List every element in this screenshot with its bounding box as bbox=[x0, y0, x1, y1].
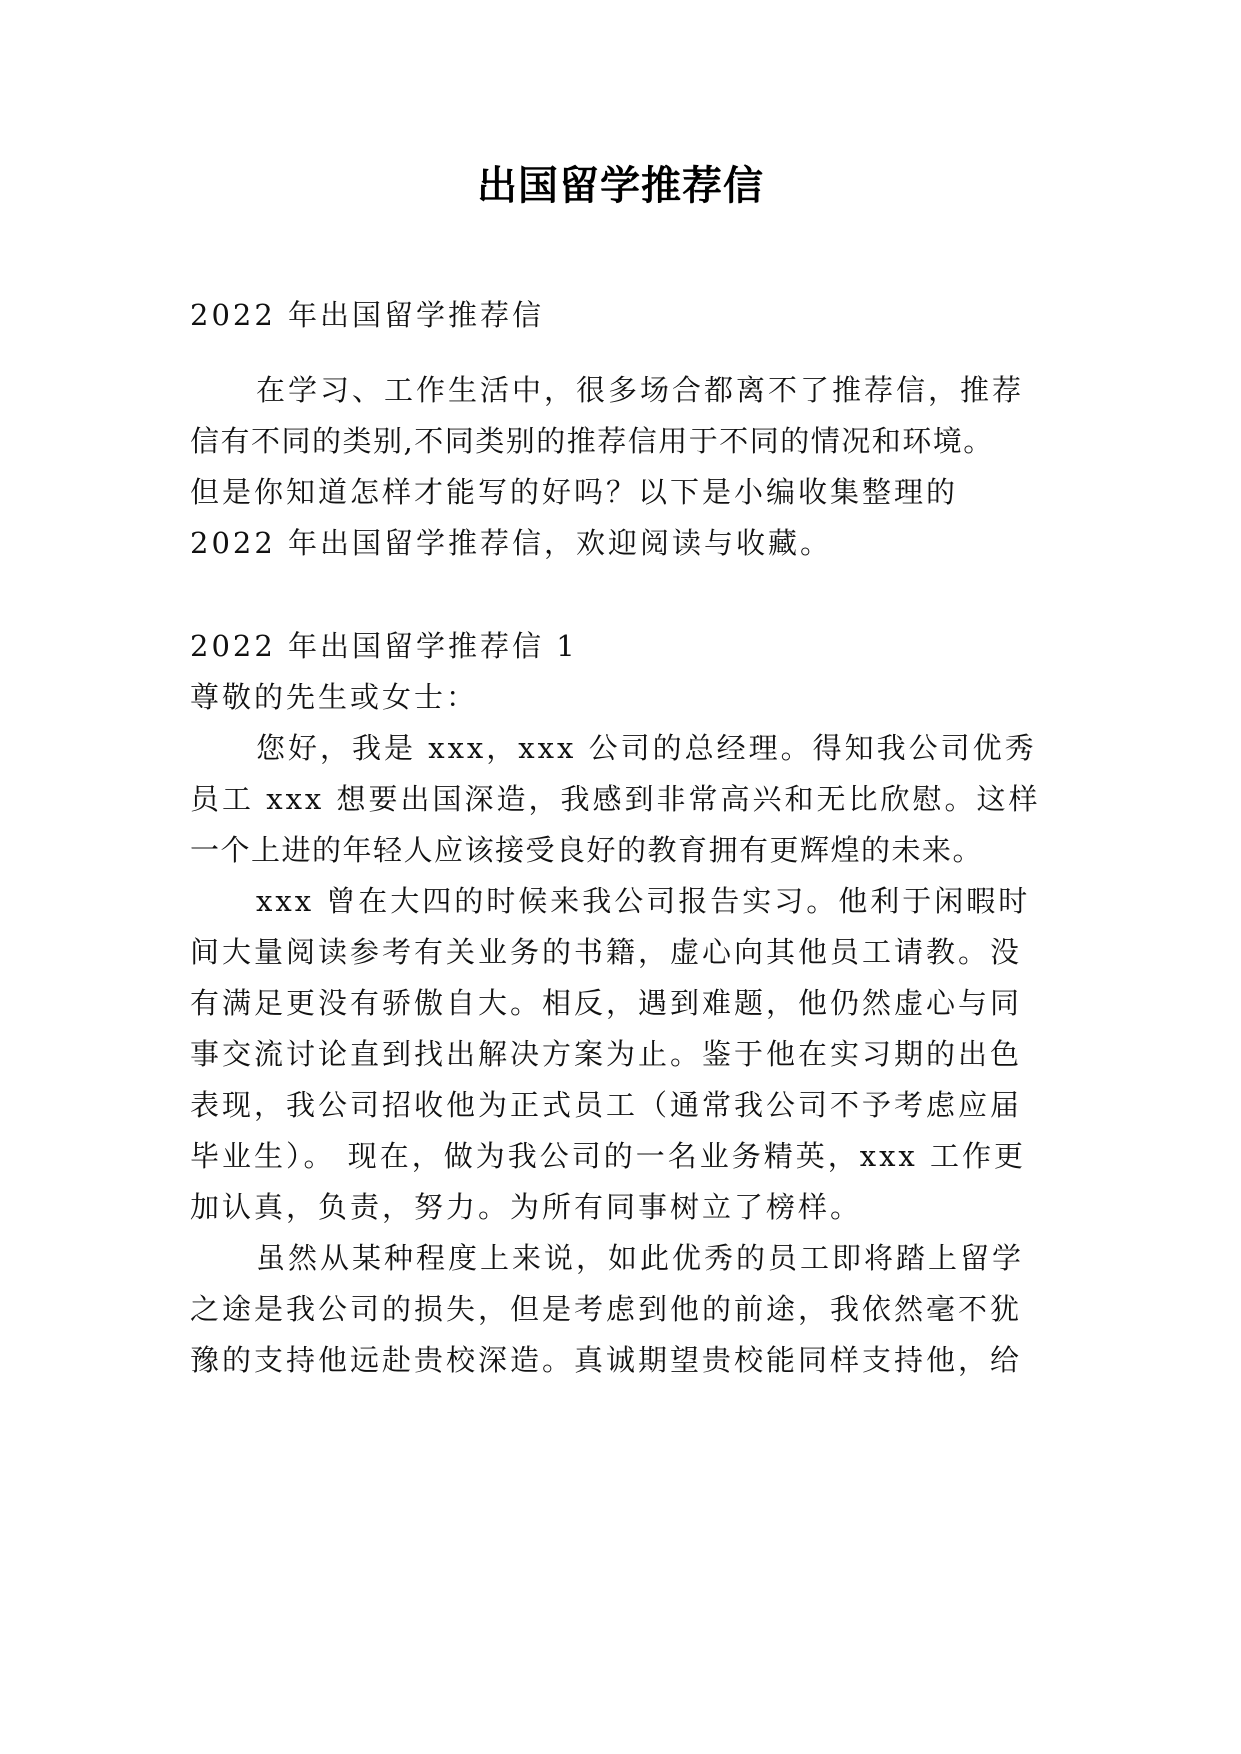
salutation: 尊敬的先生或女士： bbox=[190, 680, 479, 714]
paragraph-line: 加认真，负责，努力。为所有同事树立了榜样。 bbox=[190, 1190, 863, 1224]
paragraph-line: 间大量阅读参考有关业务的书籍，虚心向其他员工请教。没 bbox=[190, 935, 1023, 969]
intro-line: 2022 年出国留学推荐信，欢迎阅读与收藏。 bbox=[190, 526, 833, 560]
paragraph-line: 之途是我公司的损失，但是考虑到他的前途，我依然毫不犹 bbox=[190, 1292, 1023, 1326]
paragraph-line: 员工 xxx 想要出国深造，我感到非常高兴和无比欣慰。这样 bbox=[190, 782, 1041, 816]
paragraph-line: 豫的支持他远赴贵校深造。真诚期望贵校能同样支持他，给 bbox=[190, 1343, 1023, 1377]
paragraph-line: 表现，我公司招收他为正式员工（通常我公司不予考虑应届 bbox=[190, 1088, 1023, 1122]
paragraph-line: xxx 曾在大四的时候来我公司报告实习。他利于闲暇时 bbox=[256, 884, 1031, 918]
intro-line: 但是你知道怎样才能写的好吗？以下是小编收集整理的 bbox=[190, 475, 959, 509]
intro-line: 信有不同的类别,不同类别的推荐信用于不同的情况和环境。 bbox=[190, 424, 994, 458]
paragraph-line: 虽然从某种程度上来说，如此优秀的员工即将踏上留学 bbox=[256, 1241, 1025, 1275]
document-title: 出国留学推荐信 bbox=[477, 162, 764, 209]
paragraph-line: 有满足更没有骄傲自大。相反，遇到难题，他仍然虚心与同 bbox=[190, 986, 1023, 1020]
intro-line: 在学习、工作生活中，很多场合都离不了推荐信，推荐 bbox=[256, 373, 1025, 407]
section-heading: 2022 年出国留学推荐信 1 bbox=[190, 629, 578, 663]
subtitle: 2022 年出国留学推荐信 bbox=[190, 298, 545, 332]
paragraph-line: 事交流讨论直到找出解决方案为止。鉴于他在实习期的出色 bbox=[190, 1037, 1023, 1071]
paragraph-line: 一个上进的年轻人应该接受良好的教育拥有更辉煌的未来。 bbox=[190, 833, 984, 867]
paragraph-line: 您好，我是 xxx，xxx 公司的总经理。得知我公司优秀 bbox=[256, 731, 1037, 765]
paragraph-line: 毕业生）。 现在，做为我公司的一名业务精英，xxx 工作更 bbox=[190, 1139, 1027, 1173]
